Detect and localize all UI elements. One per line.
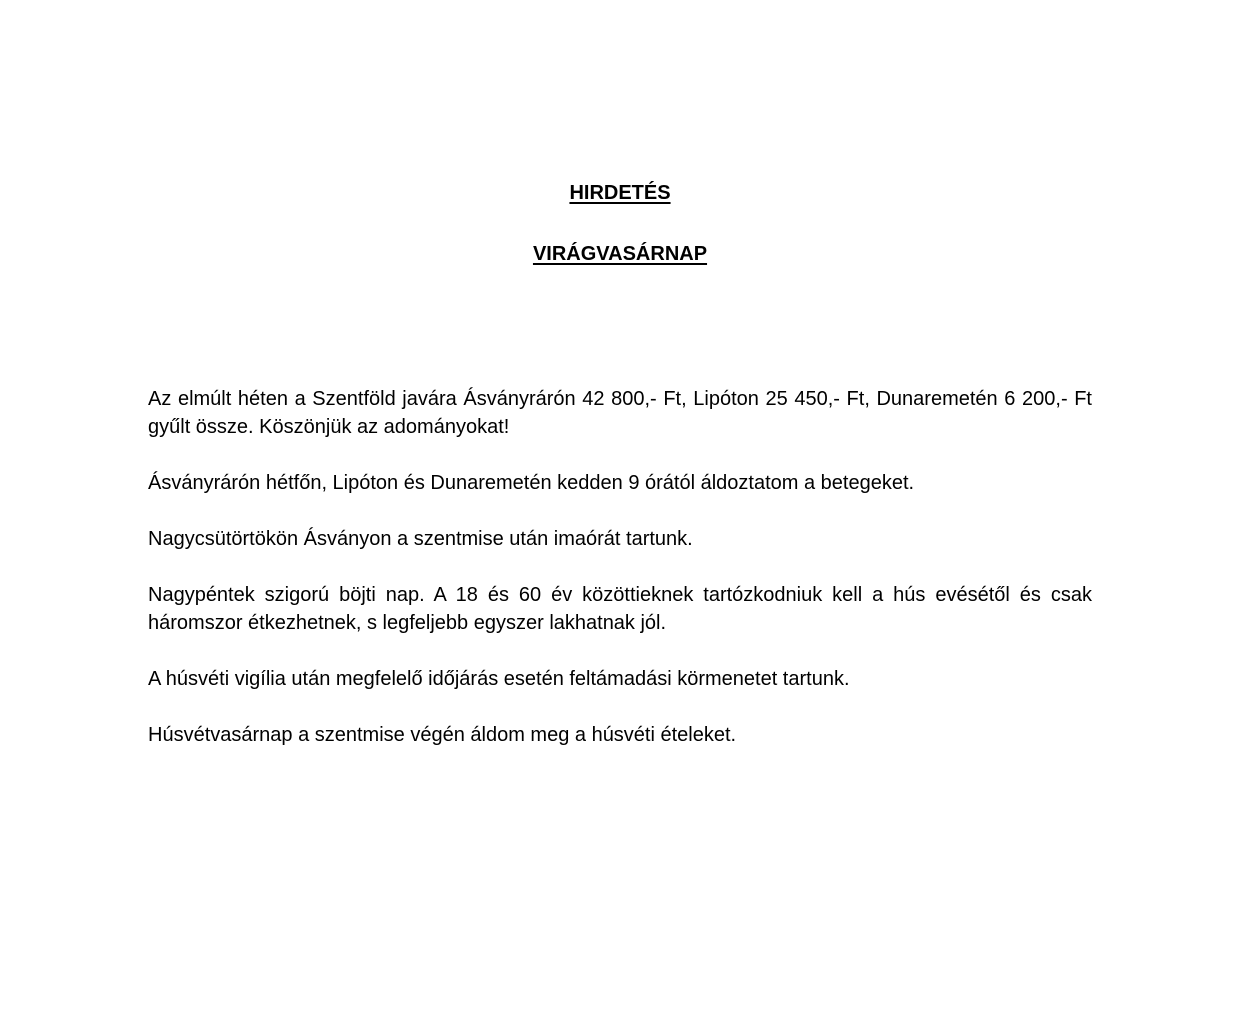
- paragraph-easter-sunday: Húsvétvasárnap a szentmise végén áldom meg a húsvéti ételeket.: [148, 724, 737, 746]
- paragraph-holy-thursday: Nagycsütörtökön Ásványon a szentmise után imaórát tartunk.: [148, 528, 693, 550]
- document-body: [148, 385, 1092, 777]
- paragraph-good-friday: Nagypéntek szigorú böjti nap. A 18 és 60 év közöttieknek tartózkodniuk kell a hús evésétől és csak háromszor étkezhetnek, s legfeljebb egyszer lakhatnak jól.: [148, 584, 1092, 634]
- paragraph-sick-communion: Ásványrárón hétfőn, Lipóton és Dunaremetén kedden 9 órától áldoztatom a betegeket.: [148, 472, 915, 494]
- paragraph-donations: Az elmúlt héten a Szentföld javára Ásványrárón 42 800,- Ft, Lipóton 25 450,- Ft, Dunaremetén 6 200,- Ft gyűlt össze. Köszönjük az adományokat!: [148, 388, 1092, 438]
- document-subtitle: VIRÁGVASÁRNAP: [532, 243, 708, 265]
- paragraph-easter-vigil: A húsvéti vigília után megfelelő időjárás esetén feltámadási körmenetet tartunk.: [148, 668, 850, 690]
- document-title: HIRDETÉS: [569, 182, 671, 204]
